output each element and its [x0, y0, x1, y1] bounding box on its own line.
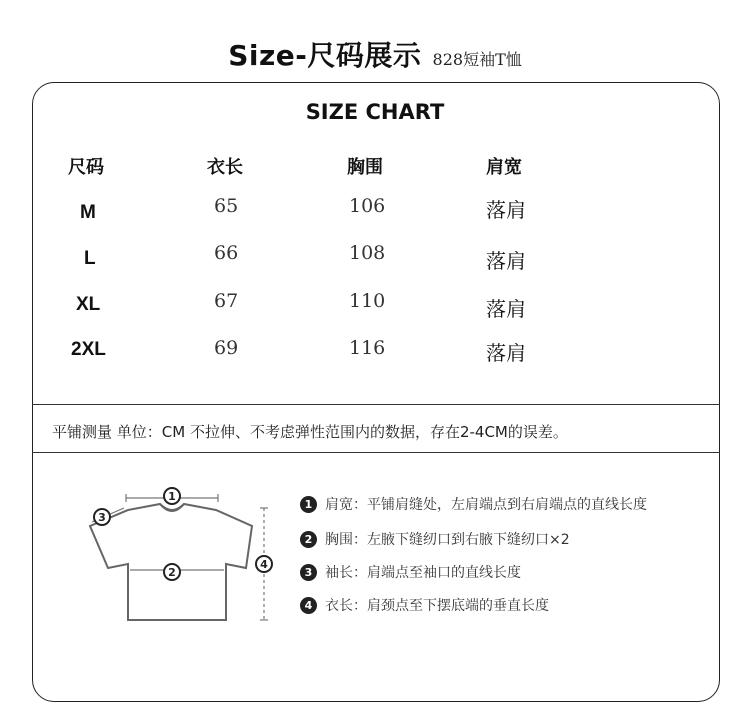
- divider: [32, 452, 720, 453]
- tshirt-icon: [80, 480, 290, 630]
- cell-chest: 108: [349, 242, 386, 264]
- cell-length: 67: [214, 290, 239, 312]
- cell-size: L: [84, 248, 96, 269]
- diagram-label-4: 4: [260, 558, 268, 571]
- product-name: 828短袖T恤: [432, 50, 522, 69]
- diagram-label-1: 1: [168, 490, 176, 503]
- number-badge: 1: [300, 496, 317, 513]
- number-badge: 3: [300, 564, 317, 581]
- tshirt-diagram: [80, 480, 290, 630]
- measurement-note: 平铺测量 单位：CM 不拉伸、不考虑弹性范围内的数据，存在2-4CM的误差。: [52, 423, 568, 441]
- cell-shoulder: 落肩: [486, 341, 526, 365]
- cell-length: 66: [214, 242, 239, 264]
- legend-text: 衣长：肩颈点至下摆底端的垂直长度: [325, 598, 549, 614]
- cell-size: 2XL: [71, 339, 106, 360]
- cell-shoulder: 落肩: [486, 198, 526, 222]
- col-header-shoulder: 肩宽: [486, 157, 522, 178]
- page-title: Size-尺码展示: [228, 39, 422, 72]
- diagram-label-2: 2: [168, 566, 176, 579]
- cell-size: M: [80, 202, 96, 223]
- cell-chest: 116: [349, 337, 386, 359]
- cell-length: 69: [214, 337, 239, 359]
- page-header: [0, 34, 750, 74]
- col-header-size: 尺码: [68, 157, 104, 178]
- cell-shoulder: 落肩: [486, 297, 526, 321]
- number-badge: 4: [300, 597, 317, 614]
- chart-title: SIZE CHART: [305, 100, 445, 124]
- col-header-length: 衣长: [207, 157, 243, 178]
- cell-size: XL: [76, 294, 101, 315]
- cell-chest: 110: [349, 290, 386, 312]
- cell-length: 65: [214, 195, 239, 217]
- legend-text: 胸围：左腋下缝纫口到右腋下缝纫口×2: [325, 532, 570, 548]
- number-badge: 2: [300, 531, 317, 548]
- legend-item-shoulder: [300, 494, 647, 514]
- diagram-label-3: 3: [98, 511, 106, 524]
- legend-text: 肩宽：平铺肩缝处，左肩端点到右肩端点的直线长度: [325, 497, 647, 513]
- divider: [32, 404, 720, 405]
- legend-item-sleeve: [300, 562, 521, 582]
- legend-text: 袖长：肩端点至袖口的直线长度: [325, 565, 521, 581]
- cell-chest: 106: [349, 195, 386, 217]
- legend-item-chest: [300, 529, 570, 549]
- cell-shoulder: 落肩: [486, 249, 526, 273]
- legend-item-length: [300, 595, 549, 615]
- col-header-chest: 胸围: [347, 157, 383, 178]
